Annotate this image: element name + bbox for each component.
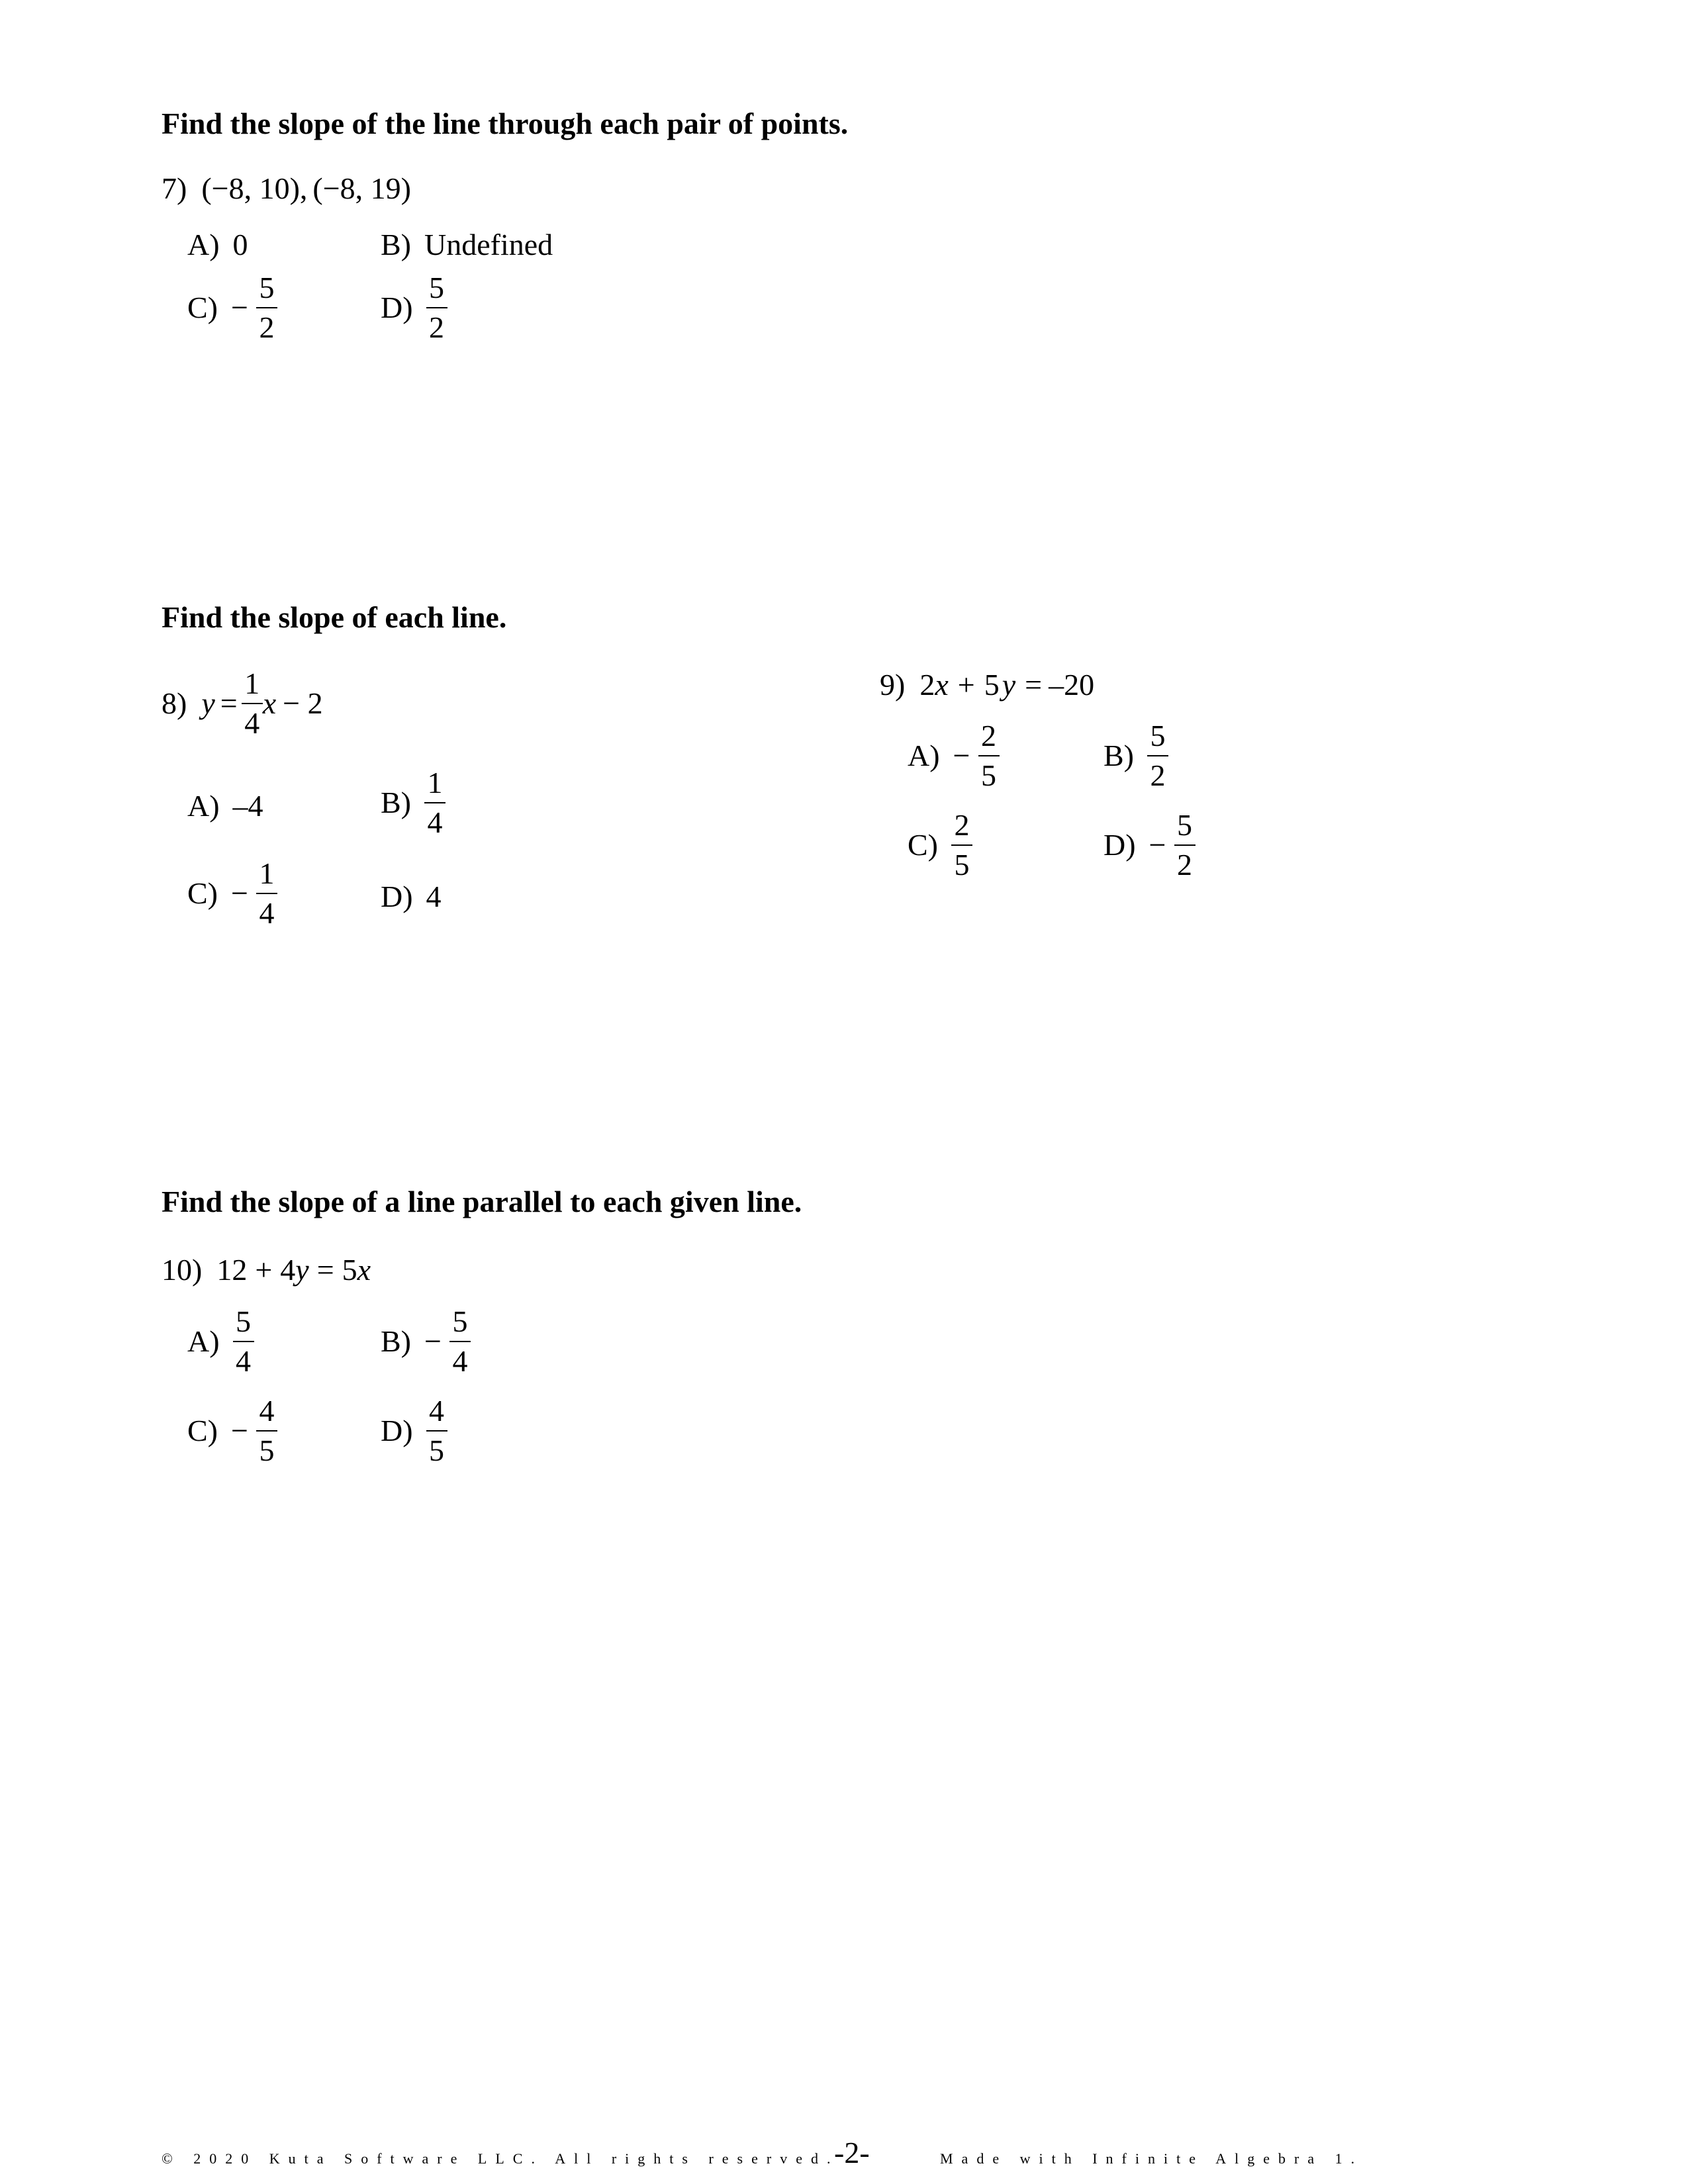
numerator: 5 — [429, 271, 445, 304]
numerator: 1 — [427, 766, 443, 799]
fraction — [426, 273, 447, 343]
question-10 — [162, 1255, 371, 1285]
numerator: 4 — [259, 1394, 275, 1428]
fraction — [242, 668, 263, 739]
option-label: C) — [187, 876, 218, 910]
negative-sign: − — [231, 1414, 248, 1447]
option-label: D) — [381, 880, 413, 913]
denominator: 2 — [1150, 758, 1166, 792]
option-b[interactable] — [381, 1306, 471, 1377]
fraction — [424, 768, 445, 838]
option-a[interactable] — [187, 1306, 254, 1377]
denominator: 2 — [1177, 848, 1192, 882]
var-2: y — [295, 1253, 309, 1287]
question-number: 7) — [162, 171, 187, 205]
option-value: Undefined — [424, 228, 553, 261]
option-label: A) — [187, 789, 220, 823]
option-label: A) — [908, 739, 940, 772]
negative-sign: − — [231, 876, 248, 910]
fraction — [1147, 721, 1168, 791]
option-label: D) — [381, 291, 413, 324]
coef-3: 5 — [342, 1253, 357, 1287]
equation-rest: − 2 — [283, 686, 323, 720]
numerator: 2 — [954, 808, 970, 842]
option-label: A) — [187, 1324, 220, 1358]
equation-lhs: y — [201, 686, 215, 720]
option-label: B) — [381, 228, 411, 261]
option-label: D) — [381, 1414, 413, 1447]
point-1: (−8, 10) — [201, 171, 300, 205]
option-d[interactable] — [381, 1396, 447, 1466]
numerator: 5 — [259, 271, 275, 304]
numerator: 5 — [452, 1304, 468, 1338]
negative-sign: − — [953, 739, 970, 772]
equals-sign: = — [220, 686, 238, 720]
question-number: 9) — [880, 668, 906, 702]
equals-sign: = — [316, 1253, 334, 1287]
option-a[interactable] — [187, 230, 248, 260]
option-label: B) — [1103, 739, 1134, 772]
option-label: A) — [187, 228, 220, 261]
option-a[interactable] — [187, 791, 263, 821]
fraction — [256, 858, 277, 929]
fraction — [449, 1306, 471, 1377]
option-b[interactable] — [381, 768, 445, 838]
denominator: 4 — [244, 706, 260, 740]
denominator: 2 — [259, 310, 275, 344]
negative-sign: − — [231, 291, 248, 324]
option-c[interactable] — [187, 858, 277, 929]
equals-sign: = — [1025, 668, 1043, 702]
coef-2: 5 — [984, 668, 1000, 702]
option-c[interactable] — [187, 1396, 277, 1466]
question-number: 8) — [162, 686, 187, 720]
option-d[interactable] — [381, 273, 447, 343]
fraction — [256, 273, 277, 343]
denominator: 4 — [259, 896, 275, 930]
option-c[interactable] — [908, 810, 972, 880]
option-label: B) — [381, 786, 411, 819]
option-d[interactable] — [381, 882, 442, 912]
section-instruction: Find the slope of each line. — [162, 600, 507, 634]
fraction — [951, 810, 972, 880]
numerator: 4 — [429, 1394, 445, 1428]
equation-rhs: –20 — [1049, 668, 1095, 702]
denominator: 4 — [452, 1344, 468, 1378]
option-d[interactable] — [1103, 810, 1196, 880]
section-instruction: Find the slope of a line parallel to each given line. — [162, 1185, 802, 1218]
option-value: 0 — [232, 228, 248, 261]
question-8 — [162, 668, 323, 739]
numerator: 5 — [1150, 719, 1166, 752]
denominator: 4 — [427, 805, 443, 839]
denominator: 5 — [954, 848, 970, 882]
option-c[interactable] — [187, 273, 277, 343]
var-3: x — [357, 1253, 371, 1287]
equation-variable: x — [262, 686, 277, 720]
option-b[interactable] — [381, 230, 553, 260]
question-number: 10) — [162, 1253, 203, 1287]
option-label: C) — [908, 828, 938, 862]
denominator: 5 — [259, 1433, 275, 1467]
denominator: 5 — [981, 758, 996, 792]
point-separator: , — [299, 171, 308, 205]
operator: + — [957, 668, 975, 702]
option-label: C) — [187, 291, 218, 324]
denominator: 5 — [429, 1433, 445, 1467]
option-label: B) — [381, 1324, 411, 1358]
option-label: C) — [187, 1414, 218, 1447]
page-number: -2- — [834, 2136, 870, 2169]
coef-1: 12 — [216, 1253, 248, 1287]
fraction — [978, 721, 1000, 791]
option-b[interactable] — [1103, 721, 1168, 791]
section-instruction: Find the slope of the line through each pair of points. — [162, 107, 849, 140]
question-7 — [162, 173, 411, 204]
coef-2: 4 — [280, 1253, 296, 1287]
option-value: 4 — [426, 880, 442, 913]
fraction — [1174, 810, 1196, 880]
option-a[interactable] — [908, 721, 1000, 791]
numerator: 2 — [981, 719, 996, 752]
footer-copyright: © 2020 Kuta Software LLC. All rights reserved. — [162, 2150, 839, 2167]
fraction — [256, 1396, 277, 1466]
numerator: 5 — [1177, 808, 1192, 842]
var-2: y — [1002, 668, 1016, 702]
numerator: 1 — [244, 666, 260, 700]
denominator: 2 — [429, 310, 445, 344]
point-2: (−8, 19) — [312, 171, 412, 205]
question-9 — [880, 670, 1094, 700]
fraction — [426, 1396, 447, 1466]
negative-sign: − — [1149, 828, 1166, 862]
operator: + — [255, 1253, 273, 1287]
option-label: D) — [1103, 828, 1136, 862]
negative-sign: − — [424, 1324, 442, 1358]
option-value: –4 — [232, 789, 263, 823]
denominator: 4 — [236, 1344, 252, 1378]
numerator: 5 — [236, 1304, 252, 1338]
var-1: x — [935, 668, 949, 702]
footer-made-with: Made with Infinite Algebra 1. — [940, 2150, 1364, 2167]
fraction — [233, 1306, 254, 1377]
coef-1: 2 — [919, 668, 935, 702]
numerator: 1 — [259, 856, 275, 890]
